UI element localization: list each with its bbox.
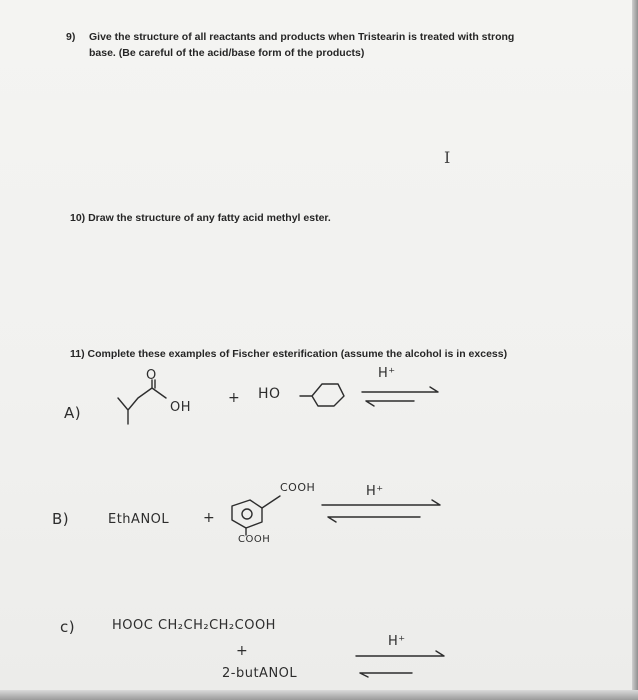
part-b-reactant: EthANOL [108,512,170,527]
part-b-cooh-bottom: COOH [238,534,271,545]
part-b-ring-circle [242,509,252,519]
part-a-forward-arrow [362,387,438,392]
text-cursor-icon: I [444,148,451,167]
part-c-forward-arrow [356,651,444,656]
part-a-ho: HO [258,386,281,402]
part-b-ring [232,500,262,528]
part-c-plus: + [236,643,249,659]
part-b-catalyst: H⁺ [366,484,384,499]
q11-text: 11) Complete these examples of Fischer esterification (assume the alcohol is in excess) [70,348,508,360]
part-b-reverse-arrow [328,517,420,522]
part-a-ring [300,384,344,406]
part-a-skeleton [118,380,166,424]
part-a-carbonyl-oxygen: O [146,368,157,383]
part-a-catalyst: H⁺ [378,366,396,381]
part-b-forward-arrow [322,500,440,505]
part-c-reactant: HOOC CH₂CH₂CH₂COOH [112,618,276,633]
part-a-label: A) [64,404,82,422]
part-c-reverse-arrow [360,673,412,677]
q9-number: 9) [66,31,76,43]
part-a-plus: + [228,390,241,406]
part-a-reverse-arrow [366,401,414,406]
part-b-label: B) [52,510,70,528]
q10-text: 10) Draw the structure of any fatty acid methyl ester. [70,212,331,224]
part-b-cooh-bond-top [262,496,280,508]
part-b-cooh-top: COOH [280,481,316,494]
part-c-alcohol: 2-butANOL [222,666,298,681]
part-b-plus: + [203,510,216,526]
q9-text-line2: base. (Be careful of the acid/base form of the products) [89,47,365,59]
part-c-catalyst: H⁺ [388,634,406,649]
part-a-oh: OH [170,400,192,415]
q9-text-line1: Give the structure of all reactants and products when Tristearin is treated with strong [89,31,515,43]
part-c-label: c) [60,618,76,636]
